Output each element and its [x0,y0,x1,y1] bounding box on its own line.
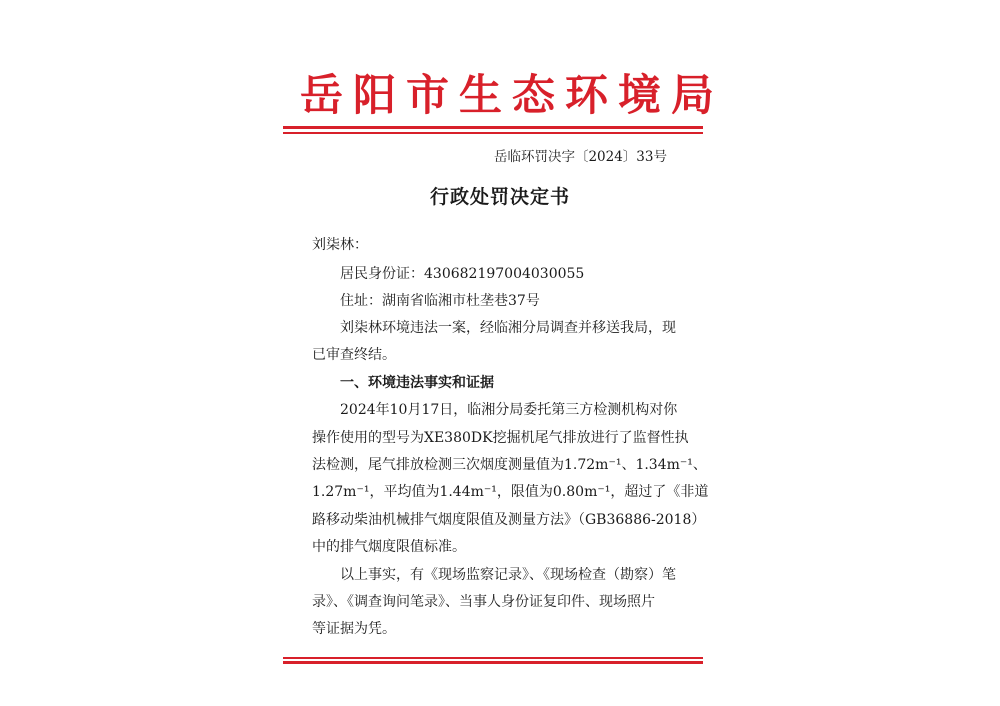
intro-line: 已审查终结。 [312,347,396,363]
paragraph-line: 等证据为凭。 [312,621,396,637]
footer-rule-thick [283,661,703,664]
header-rule-thin [283,132,703,134]
paragraph-line: 法检测，尾气排放检测三次烟度测量值为1.72m⁻¹、1.34m⁻¹、 [312,457,707,473]
paragraph-line: 中的排气烟度限值标准。 [312,539,466,555]
party-name: 刘柒林： [312,237,368,253]
paragraph-line: 路移动柴油机械排气烟度限值及测量方法》（GB36886-2018） [312,512,706,528]
document-number: 岳临环罚决字〔2024〕33号 [493,149,667,165]
paragraph-line: 操作使用的型号为XE380DK挖掘机尾气排放进行了监督性执 [312,430,689,446]
paragraph-line: 1.27m⁻¹，平均值为1.44m⁻¹，限值为0.80m⁻¹，超过了《非道 [312,484,709,500]
document-title: 行政处罚决定书 [429,186,570,208]
intro-line: 刘柒林环境违法一案，经临湘分局调查并移送我局，现 [340,320,676,336]
section-heading: 一、环境违法事实和证据 [340,375,494,391]
paragraph-line: 2024年10月17日，临湘分局委托第三方检测机构对你 [340,402,678,418]
paragraph-line: 以上事实，有《现场监察记录》、《现场检查（勘察）笔 [340,567,676,583]
org-header: 岳阳市生态环境局 [300,71,724,121]
party-id: 居民身份证：430682197004030055 [340,266,585,282]
header-rule-thick [283,126,703,129]
footer-rule-thin [283,657,703,659]
paragraph-line: 录》、《调查询问笔录》、当事人身份证复印件、现场照片 [312,594,655,610]
party-address: 住址：湖南省临湘市杜垄巷37号 [340,293,540,309]
